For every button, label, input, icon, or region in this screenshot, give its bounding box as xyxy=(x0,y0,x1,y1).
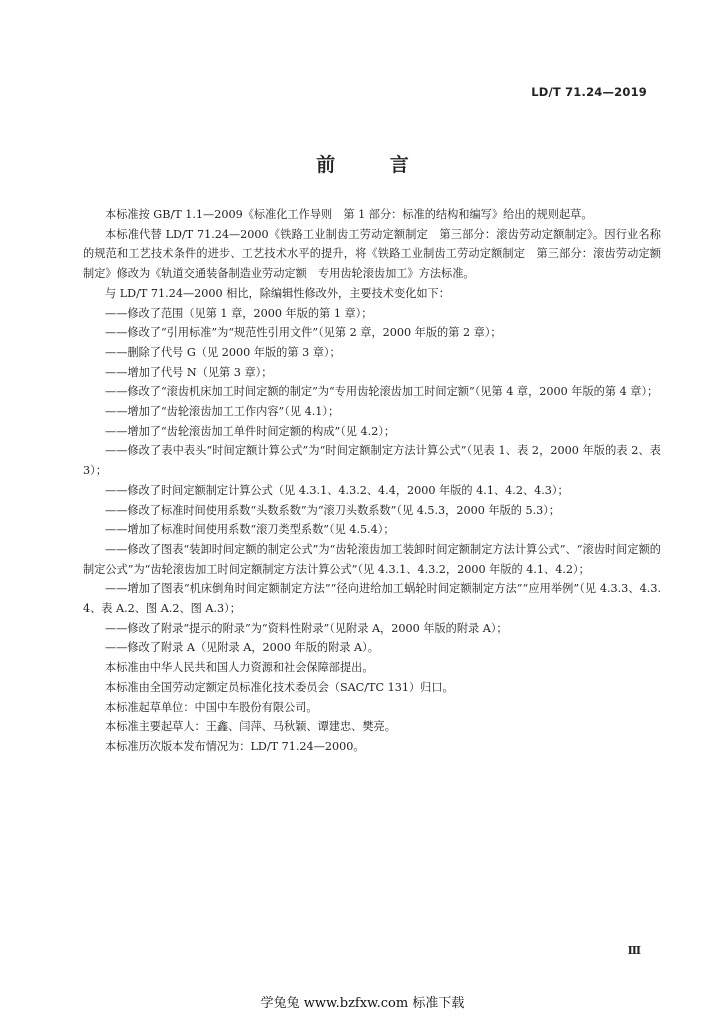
change-item: ——修改了时间定额制定计算公式（见 4.3.1、4.3.2、4.4，2000 年版的 4.1、4.2、4.3）； xyxy=(105,483,569,497)
change-item: ——修改了附录 A（见附录 A，2000 年版的附录 A）。 xyxy=(105,641,379,655)
change-item: ——修改了“引用标准”为“规范性引用文件”（见第 2 章，2000 年版的第 2 章）； xyxy=(105,326,502,340)
footer-watermark: 学兔兔 www.bzfxw.com 标准下载 xyxy=(260,996,465,1011)
change-item: ——删除了代号 G（见 2000 年版的第 3 章）； xyxy=(105,345,341,359)
paragraph: 本标准由全国劳动定额定员标准化技术委员会（SAC/TC 131）归口。 xyxy=(105,680,454,694)
paragraph: 本标准主要起草人：王鑫、闫萍、马秋颖、谭建忠、樊亮。 xyxy=(105,720,396,734)
change-item: ——修改了“滚齿机床加工时间定额的制定”为“专用齿轮滚齿加工时间定额”（见第 4 章，2000 年版的第 4 章）； xyxy=(105,385,659,399)
paragraph: 与 LD/T 71.24—2000 相比，除编辑性修改外，主要技术变化如下： xyxy=(105,286,450,300)
change-item: ——增加了“齿轮滚齿加工工作内容”（见 4.1）； xyxy=(105,405,340,419)
change-item: ——修改了附录“提示的附录”为“资料性附录”（见附录 A，2000 年版的附录 A）； xyxy=(105,621,508,635)
change-item: ——增加了图表“机床倒角时间定额制定方法”“径向进给加工蜗轮时间定额制定方法”“应用举例”（见 4.3.3、4.3.4、表 A.2、图 A.2、图 A.3）； xyxy=(83,582,661,616)
paragraph: 本标准代替 LD/T 71.24—2000《铁路工业制齿工劳动定额制定 第三部分：滚齿劳动定额制定》。因行业名称的规范和工艺技术条件的进步、工艺技术水平的提升，将《铁路工业制齿工劳动定额制定 第三部分：滚齿劳动定额制定》修改为《轨道交通装备制造业劳动定额 专用齿轮滚齿加工》方法标准。 xyxy=(83,227,661,281)
paragraph: 本标准由中华人民共和国人力资源和社会保障部提出。 xyxy=(105,661,374,675)
page-number: Ⅲ xyxy=(627,944,641,957)
change-item: ——增加了“齿轮滚齿加工单件时间定额的构成”（见 4.2）； xyxy=(105,424,396,438)
change-item: ——增加了代号 N（见第 3 章）； xyxy=(105,365,273,379)
document-code: LD/T 71.24—2019 xyxy=(531,85,647,99)
paragraph: 本标准历次版本发布情况为：LD/T 71.24—2000。 xyxy=(105,739,365,753)
foreword-body xyxy=(83,205,661,757)
change-item: ——修改了表中表头“时间定额计算公式”为“时间定额制定方法计算公式”（见表 1、表 2，2000 年版的表 2、表 3）； xyxy=(83,444,661,478)
paragraph: 本标准按 GB/T 1.1—2009《标准化工作导则 第 1 部分：标准的结构和编写》给出的规则起草。 xyxy=(105,208,593,221)
change-item: ——增加了标准时间使用系数“滚刀类型系数”（见 4.5.4）； xyxy=(105,523,395,537)
change-item: ——修改了范围（见第 1 章，2000 年版的第 1 章）； xyxy=(105,306,373,320)
paragraph: 本标准起草单位：中国中车股份有限公司。 xyxy=(105,700,318,714)
change-item: ——修改了图表“装卸时间定额的制定公式”为“齿轮滚齿加工装卸时间定额制定方法计算公式”、“滚齿时间定额的制定公式”为“齿轮滚齿加工时间定额制定方法计算公式”（见 4.3.1、4.3.2，2000 年版的 4.1、4.2）； xyxy=(83,542,661,576)
change-item: ——修改了标准时间使用系数“头数系数”为“滚刀头数系数”（见 4.5.3，2000 年版的 5.3）； xyxy=(105,503,561,517)
page-title: 前 言 xyxy=(316,154,433,176)
